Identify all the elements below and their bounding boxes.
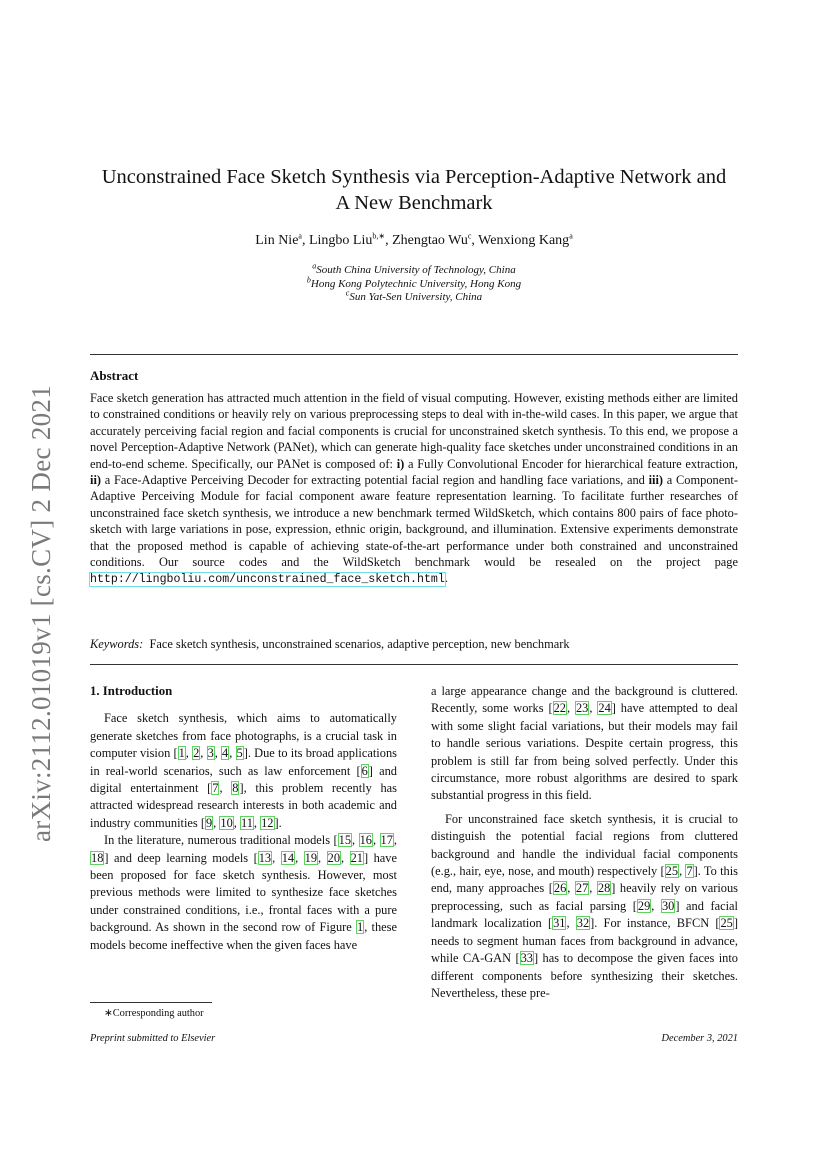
author-list: Lin Nie$^a$, Lingbo Liu$^{b,∗}$, Zhengtao Wu$^c$, Wenxiong Kang$^a$ — [255, 231, 573, 248]
citation-link[interactable]: 26 — [553, 881, 567, 896]
author-name: Zhengtao Wu — [392, 233, 468, 248]
section-heading: 1. Introduction — [90, 684, 173, 698]
citation-link[interactable]: 7 — [686, 864, 693, 879]
footnote-rule — [90, 1002, 212, 1003]
paragraph: In the literature, numerous traditional models [15, 16, 17, 18] and deep learning models [13, 14, 19, 20, 21] have been proposed for face sketch synthesis. However, most previous methods were limited to synthesize face sketches under constrained conditions, i.e., frontal faces with a pure background. As shown in the second row of Figure 1, these models become ineffective when the given faces have — [90, 833, 397, 952]
affiliation: $^b$Hong Kong Polytechnic University, Hong Kong — [306, 274, 522, 290]
paragraph: a large appearance change and the background is cluttered. Recently, some works [22, 23, 24] have attempted to deal with some slight facial variations, but their models may fail to handle serious variations. Despite certain progress, this problem is still far from being solved perfectly. Under this circumstance, more robust algorithms are desired to spark substantial progress in this field. — [431, 684, 738, 803]
citation-link[interactable]: 7 — [212, 781, 219, 796]
citation-link[interactable]: 32 — [576, 916, 590, 931]
right-column — [431, 683, 738, 1002]
citation-link[interactable]: 5 — [236, 746, 243, 761]
citation-link[interactable]: 21 — [350, 850, 363, 865]
author-mark: a — [298, 231, 302, 241]
top-rule — [90, 354, 738, 355]
citation-link[interactable]: 25 — [665, 864, 679, 879]
paper-title — [80, 164, 748, 216]
citation-link[interactable]: 4 — [222, 746, 229, 761]
citation-link[interactable]: 14 — [281, 850, 295, 865]
citation-link[interactable]: 11 — [240, 815, 253, 830]
citation-link[interactable]: 9 — [205, 815, 213, 830]
citation-link[interactable]: 23 — [575, 701, 589, 716]
figure-link[interactable]: 1 — [357, 920, 364, 935]
citation-link[interactable]: 28 — [597, 881, 611, 896]
title-line-2: A New Benchmark — [335, 192, 493, 214]
footnote — [90, 1007, 204, 1019]
bottom-rule — [90, 664, 738, 665]
paragraph: Face sketch synthesis, which aims to automatically generate sketches from face photographs, is a crucial task in computer vision [1, 2, 3, 4, 5]. Due to its broad applications in real-world scenarios, such as law enforcement [6] and digital entertainment [7, 8], this problem recently has attracted widespread research interests in both academic and industry communities [9, 10, 11, 12]. — [90, 711, 397, 830]
paragraph: For unconstrained face sketch synthesis, it is crucial to distinguish the potential facial regions from cluttered background and handle the individual facial components (e.g., hair, eye, nose, and mouth) respectively [25, 7]. To this end, many approaches [26, 27, 28] heavily rely on various preprocessing, such as facial parsing [29, 30] and facial landmark localization [31, 32]. For instance, BFCN [25] needs to segment human faces from background in advance, while CA-GAN [33] has to decompose the given faces into different components before synthesizing their sketches. Nevertheless, these pre- — [431, 811, 739, 1000]
project-page-link[interactable]: http://lingboliu.com/unconstrained_face_sketch.html — [90, 573, 445, 587]
citation-link[interactable]: 10 — [220, 815, 233, 830]
footnote-mark: ∗ — [104, 1008, 113, 1019]
citation-link[interactable]: 20 — [327, 850, 341, 865]
citation-link[interactable]: 17 — [380, 833, 393, 848]
author-mark: b,∗ — [372, 231, 386, 241]
citation-link[interactable]: 8 — [232, 781, 239, 796]
title-line-1: Unconstrained Face Sketch Synthesis via Perception-Adaptive Network and — [101, 166, 727, 188]
citation-link[interactable]: 22 — [553, 701, 566, 716]
footnote-text: Corresponding author — [112, 1008, 204, 1019]
affiliation: $^c$Sun Yat-Sen University, China — [345, 288, 483, 303]
author-mark: a — [569, 231, 573, 241]
citation-link[interactable]: 29 — [637, 898, 651, 913]
abstract-heading: Abstract — [90, 368, 139, 383]
footer-left: Preprint submitted to Elsevier — [90, 1033, 216, 1044]
affiliation: $^a$South China University of Technology, China — [312, 261, 516, 276]
keywords — [90, 637, 738, 652]
citation-link[interactable]: 30 — [661, 898, 675, 913]
citation-link[interactable]: 6 — [361, 763, 368, 778]
citation-link[interactable]: 12 — [261, 815, 274, 830]
author-name: Wenxiong Kang — [478, 233, 570, 248]
citation-link[interactable]: 13 — [258, 850, 272, 865]
citation-link[interactable]: 25 — [720, 916, 733, 931]
author-mark: c — [467, 231, 472, 241]
citation-link[interactable]: 16 — [359, 833, 372, 848]
citation-link[interactable]: 1 — [178, 746, 185, 761]
citation-link[interactable]: 31 — [553, 916, 566, 931]
author-name: Lin Nie — [255, 233, 299, 248]
citation-link[interactable]: 15 — [338, 833, 352, 848]
keywords-label: Keywords: — [90, 637, 144, 651]
arxiv-stamp: arXiv:2112.01019v1 [cs.CV] 2 Dec 2021 — [26, 384, 56, 842]
citation-link[interactable]: 2 — [193, 746, 200, 761]
citation-link[interactable]: 33 — [520, 951, 533, 966]
abstract-body: Face sketch generation has attracted much attention in the field of visual computing. However, existing methods either are limited to constrained conditions or heavily rely on various preprocessing steps to deal with in-the-wild cases. In this paper, we argue that accurately perceiving facial region and facial components is crucial for unconstrained sketch synthesis. To this end, we propose a novel Perception-Adaptive Network (PANet), which can generate high-quality face sketches under unconstrained conditions in an end-to-end scheme. Specifically, our PANet is composed of: i) a Fully Convolutional Encoder for hierarchical feature extraction, ii) a Face-Adaptive Perceiving Decoder for extracting potential facial region and handling face variations, and iii) a Component-Adaptive Perceiving Module for facial component aware feature representation learning. To facilitate further researches of unconstrained face sketch synthesis, we introduce a new benchmark termed WildSketch, which contains 800 pairs of face photo-sketch with large variations in pose, expression, ethnic origin, background, and illumination. Extensive experiments demonstrate that the proposed method is capable of achieving state-of-the-art performance under both constrained and unconstrained conditions. Our source codes and the WildSketch benchmark would be resealed on the project page http://lingboliu.com/unconstrained_face_sketch.html. — [90, 391, 738, 587]
footer-date: December 3, 2021 — [661, 1033, 738, 1044]
left-column — [90, 683, 397, 954]
citation-link[interactable]: 18 — [91, 850, 104, 865]
citation-link[interactable]: 27 — [575, 881, 589, 896]
keywords-text: Face sketch synthesis, unconstrained scenarios, adaptive perception, new benchmark — [149, 637, 570, 651]
citation-link[interactable]: 24 — [598, 701, 611, 716]
citation-link[interactable]: 3 — [207, 746, 214, 761]
citation-link[interactable]: 19 — [304, 850, 318, 865]
author-name: Lingbo Liu — [308, 233, 373, 248]
affiliations — [80, 261, 748, 305]
